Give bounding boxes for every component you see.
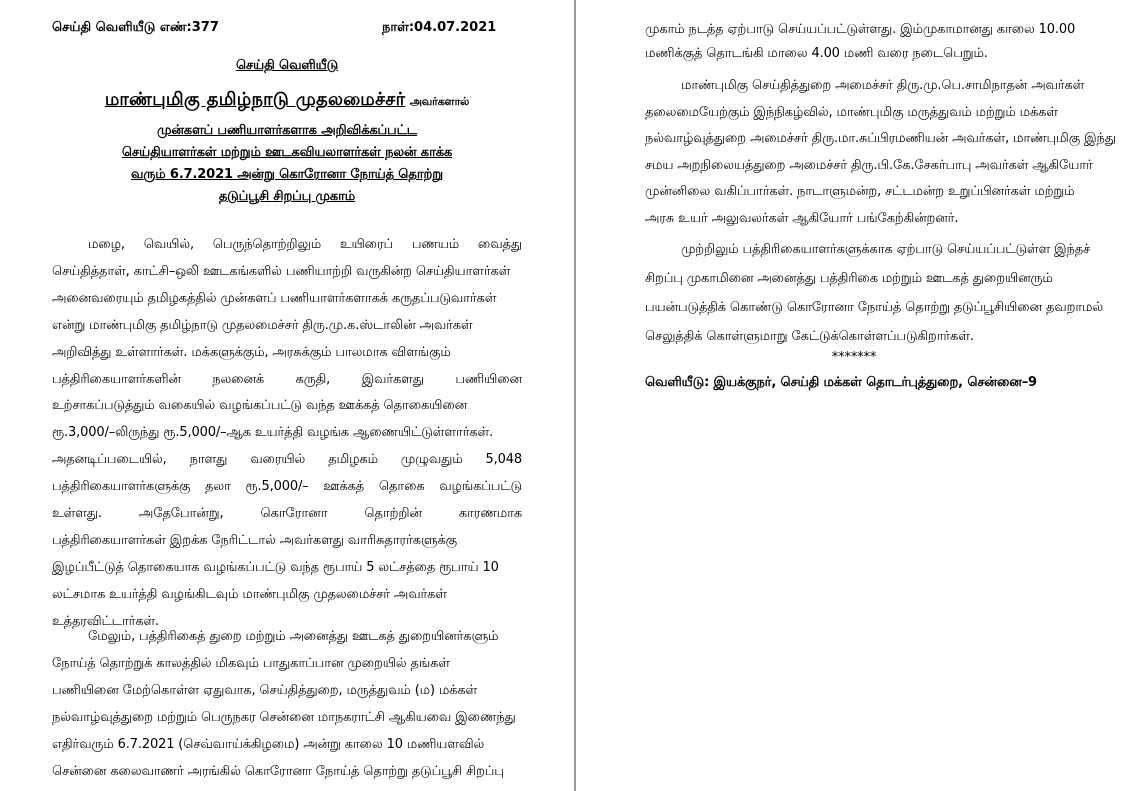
- word: அதேபோன்று,: [138, 506, 224, 521]
- paragraph-line: முன்னிலை வகிப்பார்கள். நாடாளுமன்ற, சட்டமன்ற உறுப்பினர்கள் மற்றும்: [645, 184, 1075, 199]
- paragraph-line: பணியினை மேற்கொள்ள ஏதுவாக, செய்தித்துறை, மருத்துவம் (ம) மக்கள்: [52, 682, 478, 698]
- word: பத்திரிகையாளர்களுக்கு: [52, 479, 191, 495]
- page-divider: [574, 0, 576, 791]
- word: பெருந்தொற்றிலும்: [212, 237, 322, 252]
- main-title: [0, 91, 574, 111]
- subtitle-line: முன்களப் பணியாளர்களாக அறிவிக்கப்பட்ட: [157, 123, 417, 138]
- paragraph-line: நோய்த் தொற்றுக் காலத்தில் மிகவும் பாதுகாப்பான முறையில் தங்கள்: [52, 655, 450, 671]
- word: ஊக்கத்: [323, 479, 365, 495]
- word: பணியினை: [455, 371, 522, 387]
- word: முழுவதும்: [400, 452, 463, 468]
- paragraph-line: பத்திரிகையாளர்கள் இறக்க நேரிட்டால் அவர்களது வாரிசுதாரர்களுக்கு: [52, 532, 457, 548]
- paragraph-line: நல்வாழ்வுத்துறை மற்றும் பெருநகர சென்னை மாநகராட்சி ஆகியவை இணைந்து: [52, 709, 516, 725]
- paragraph-line: மேலும், பத்திரிகைத் துறை மற்றும் அனைத்து ஊடகத் துறையினர்களும்: [88, 629, 499, 644]
- word: தொற்றின்: [364, 506, 422, 521]
- paragraph-line: ரூ.3,000/–லிருந்து ரூ.5,000/–ஆக உயர்த்தி வழங்க ஆணையிட்டுள்ளார்கள்.: [52, 425, 494, 441]
- paragraph-line: லட்சமாக உயர்த்தி வழங்கிடவும் மாண்புமிகு முதலமைச்சர் அவர்கள்: [52, 586, 447, 602]
- release-date: நாள்:04.07.2021: [382, 20, 497, 35]
- word: உள்ளது.: [52, 506, 102, 521]
- word: 5,048: [485, 452, 522, 468]
- word: மழை,: [88, 237, 125, 252]
- word: உயிரைப்: [339, 237, 394, 252]
- paragraph-line: [52, 505, 522, 523]
- paragraph-line: இழப்பீட்டுத் தொகையாக வழங்கப்பட்டு வந்த ரூபாய் 5 லட்சத்தை ரூபாய் 10: [52, 559, 499, 575]
- release-header: [52, 20, 497, 36]
- paragraph-line: பயன்படுத்திக் கொண்டு கொரோனா நோய்த் தொற்று தடுப்பூசியினை தவறாமல்: [645, 300, 1104, 315]
- word: தொகை: [378, 479, 425, 495]
- paragraph-line: மாண்புமிகு செய்தித்துறை அமைச்சர் திரு.மு.பெ.சாமிநாதன் அவர்கள்: [681, 78, 1085, 93]
- word: அதனடிப்படையில்,: [52, 452, 167, 468]
- paragraph-line: செய்தித்தாள், காட்சி–ஒலி ஊடகங்களில் பணியாற்றி வருகின்ற செய்தியாளர்கள்: [52, 263, 511, 279]
- paragraph-line: [52, 451, 522, 469]
- word: பத்திரிகையாளர்களின்: [52, 371, 181, 387]
- paragraph-line: என்று மாண்புமிகு தமிழ்நாடு முதலமைச்சர் திரு.மு.க.ஸ்டாலின் அவர்கள்: [52, 317, 473, 333]
- subtitle-line: தடுப்பூசி சிறப்பு முகாம்: [218, 189, 356, 204]
- word: தலா: [205, 479, 231, 495]
- paragraph-line: [52, 371, 522, 389]
- paragraph-line: சமய அறநிலையத்துறை அமைச்சர் திரு.பி.கே.சேகர்பாபு அவர்கள் ஆகியோர்: [645, 157, 1093, 173]
- word: கொரோனா: [260, 506, 328, 521]
- paragraph-line: [52, 478, 522, 496]
- subtitle-line: செய்தியாளர்கள் மற்றும் ஊடகவியலாளர்கள் நலன் காக்க: [121, 145, 453, 160]
- paragraph-line: அறிவித்து உள்ளார்கள். மக்களுக்கும், அரசுக்கும் பாலமாக விளங்கும்: [52, 344, 451, 360]
- paragraph-line: மணிக்குத் தொடங்கி மாலை 4.00 மணி வரை நடைபெறும்.: [645, 46, 988, 61]
- word: தமிழகம்: [328, 452, 378, 468]
- word: வைத்து: [477, 237, 522, 252]
- document-page-right: [577, 0, 1131, 791]
- paragraph-line: சென்னை கலைவாணர் அரங்கில் கொரோனா நோய்த் தொற்று தடுப்பூசி சிறப்பு: [52, 763, 504, 779]
- paragraph-line: செலுத்திக் கொள்ளுமாறு கேட்டுக்கொள்ளப்படுகிறார்கள்.: [645, 329, 974, 344]
- paragraph-line: அனைவரையும் தமிழகத்தில் முன்களப் பணியாளர்களாகக் கருதப்படுவார்கள்: [52, 290, 497, 306]
- release-footer: வெளியீடு: இயக்குநர், செய்தி மக்கள் தொடர்புத்துறை, சென்னை–9: [645, 375, 1037, 390]
- paragraph-line: நல்வாழ்வுத்துறை அமைச்சர் திரு.மா.சுப்பிரமணியன் அவர்கள், மாண்புமிகு இந்து: [645, 131, 1116, 146]
- word: வெயில்,: [143, 237, 194, 252]
- word: கருதி,: [295, 371, 331, 387]
- paragraph-line: முகாம் நடத்த ஏற்பாடு செய்யப்பட்டுள்ளது. இம்முகாமானது காலை 10.00: [645, 22, 1076, 37]
- word: இவர்களது: [361, 371, 424, 387]
- word: நலனைக்: [212, 371, 265, 387]
- word: வரையில்: [250, 452, 306, 468]
- subtitle-line: வரும் 6.7.2021 அன்று கொரோனா நோய்த் தொற்று: [131, 167, 443, 182]
- press-release-heading: செய்தி வெளியீடு: [235, 58, 339, 73]
- paragraph-line: [88, 236, 522, 254]
- word: காரணமாக: [458, 506, 522, 521]
- paragraph-line: எதிர்வரும் 6.7.2021 (செவ்வாய்க்கிழமை) அன்று காலை 10 மணியளவில்: [52, 736, 485, 752]
- word: ரூ.5,000/–: [245, 479, 309, 495]
- word: நாளது: [189, 452, 228, 468]
- separator: *******: [831, 350, 877, 365]
- paragraph-line: அரசு உயர் அலுவலர்கள் ஆகியோர் பங்கேற்கின்றனர்.: [645, 210, 959, 226]
- paragraph-line: சிறப்பு முகாமினை அனைத்து பத்திரிகை மற்றும் ஊடகத் துறையினரும்: [645, 271, 1053, 286]
- paragraph-line: உத்தரவிட்டார்கள்.: [52, 613, 160, 629]
- release-number: செய்தி வெளியீடு எண்:377: [52, 20, 219, 35]
- main-title-suffix: அவர்களால்: [409, 95, 470, 108]
- word: பணயம்: [411, 237, 460, 252]
- paragraph-line: தலைமையேற்கும் இந்நிகழ்வில், மாண்புமிகு மருத்துவம் மற்றும் மக்கள்: [645, 104, 1058, 120]
- word: வழங்கப்பட்டு: [439, 479, 522, 495]
- paragraph-line: முற்றிலும் பத்திரிகையாளர்களுக்காக ஏற்பாடு செய்யப்பட்டுள்ள இந்தச்: [681, 242, 1091, 257]
- paragraph-line: உற்சாகப்படுத்தும் வகையில் வழங்கப்பட்டு வந்த ஊக்கத் தொகையினை: [52, 398, 468, 414]
- main-title-text: மாண்புமிகு தமிழ்நாடு முதலமைச்சர்: [104, 89, 406, 110]
